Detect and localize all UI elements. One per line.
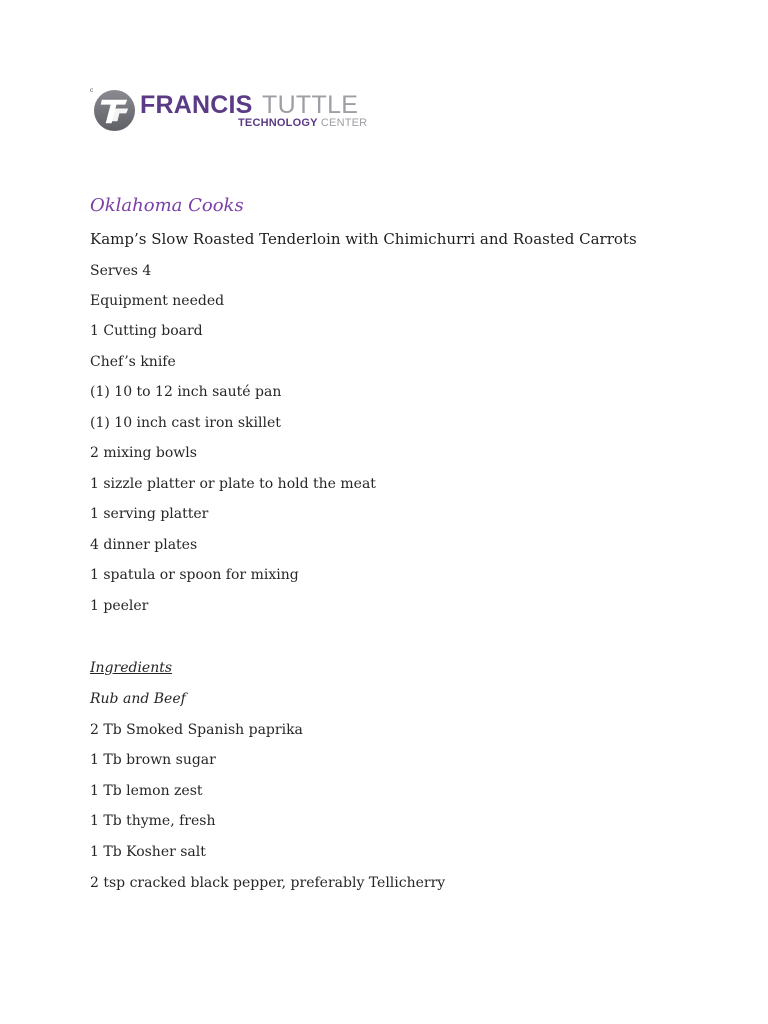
logo-sub-center: CENTER — [320, 117, 368, 129]
logo-subline — [238, 117, 367, 129]
equipment-item: (1) 10 inch cast iron skillet — [90, 415, 281, 431]
equipment-item: 1 serving platter — [90, 506, 209, 522]
ingredient-item: 2 Tb Smoked Spanish paprika — [90, 722, 303, 738]
equipment-heading: Equipment needed — [90, 293, 225, 309]
equipment-item: 1 spatula or spoon for mixing — [90, 567, 299, 583]
document-title: Oklahoma Cooks — [90, 195, 244, 216]
logo-word-francis: FRANCIS — [140, 91, 253, 119]
logo-word-tuttle: TUTTLE — [262, 91, 359, 119]
equipment-item: 2 mixing bowls — [90, 445, 197, 461]
ingredient-item: 1 Tb brown sugar — [90, 752, 216, 768]
recipe-title: Kamp’s Slow Roasted Tenderloin with Chimichurri and Roasted Carrots — [90, 230, 637, 248]
rub-heading: Rub and Beef — [90, 691, 186, 707]
equipment-item: 1 Cutting board — [90, 323, 203, 339]
equipment-item: 4 dinner plates — [90, 537, 198, 553]
ingredient-item: 2 tsp cracked black pepper, preferably Tellicherry — [90, 875, 446, 891]
ingredient-item: 1 Tb lemon zest — [90, 783, 203, 799]
francis-tuttle-logo — [90, 88, 370, 134]
ingredient-item: 1 Tb Kosher salt — [90, 844, 206, 860]
logo-sub-technology: TECHNOLOGY — [238, 117, 318, 129]
equipment-item: (1) 10 to 12 inch sauté pan — [90, 384, 282, 400]
logo-mark: c — [90, 87, 94, 94]
ingredients-heading: Ingredients — [90, 660, 173, 676]
equipment-item: Chef’s knife — [90, 354, 176, 370]
ingredient-item: 1 Tb thyme, fresh — [90, 813, 216, 829]
francis-tuttle-emblem-icon — [93, 89, 136, 132]
equipment-item: 1 sizzle platter or plate to hold the meat — [90, 476, 376, 492]
equipment-item: 1 peeler — [90, 598, 149, 614]
serves-line: Serves 4 — [90, 263, 152, 279]
